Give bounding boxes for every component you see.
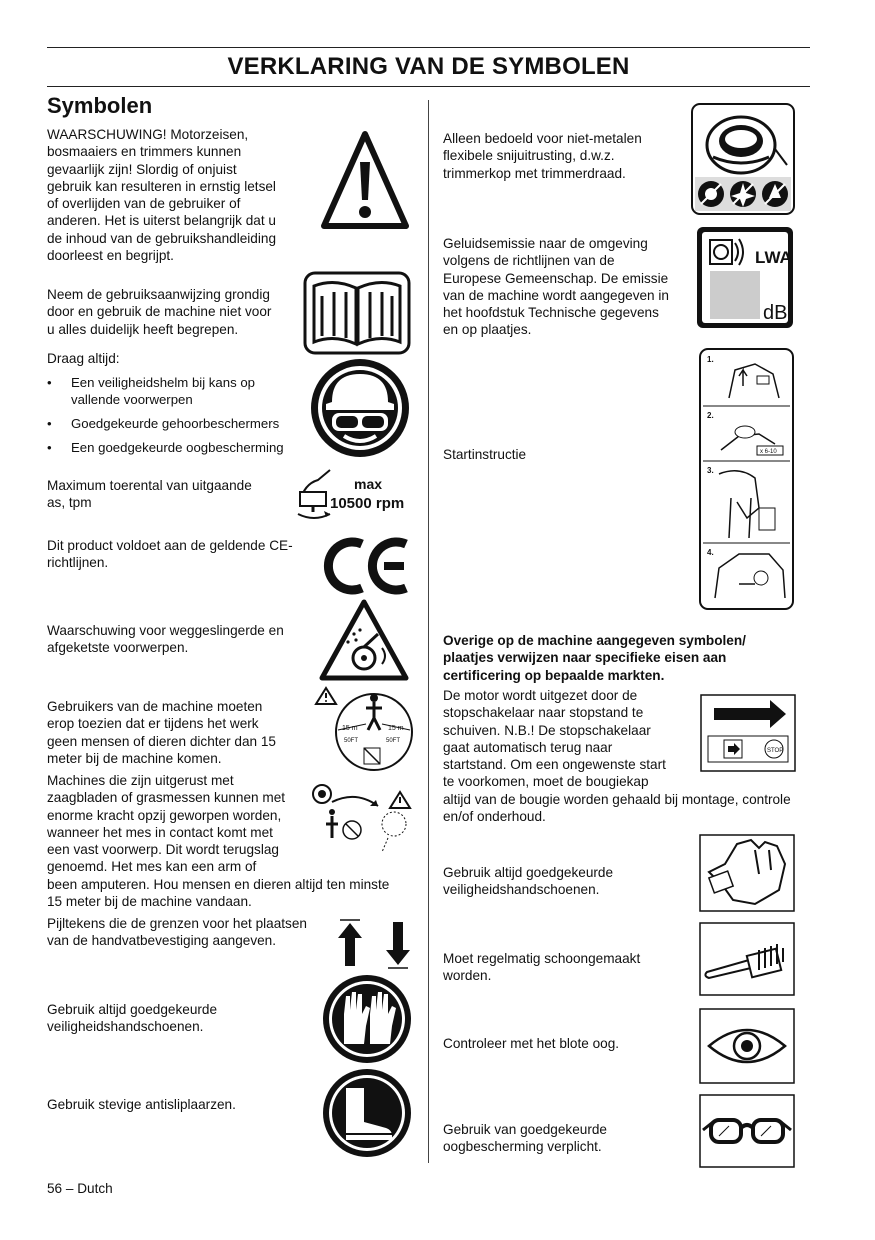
top-rule	[47, 47, 810, 48]
svg-text:4.: 4.	[707, 548, 714, 557]
column-divider	[428, 100, 429, 1163]
max-label: max	[354, 476, 383, 492]
svg-text:15 m: 15 m	[388, 725, 404, 732]
safety-distance-icon	[314, 686, 414, 772]
manual-text: Neem de gebruiksaanwijzing grondig door en gebruik de machine niet voor u alles duidelijk heeft begrepen.	[47, 287, 272, 337]
start-instructions-icon	[699, 348, 794, 610]
inspect-text: Controleer met het blote oog.	[443, 1036, 620, 1051]
svg-text:2.: 2.	[707, 411, 714, 420]
db-label: dB	[763, 302, 788, 324]
ce-text: Dit product voldoet aan de geldende CE- richtlijnen.	[47, 538, 293, 571]
manual-book-icon	[304, 272, 410, 354]
svg-text:1.: 1.	[707, 355, 714, 364]
list-item: • Goedgekeurde gehoorbeschermers	[47, 416, 280, 431]
rpm-label: 10500 rpm	[330, 495, 405, 512]
boots-text: Gebruik stevige antisliplaarzen.	[47, 1097, 236, 1112]
svg-text:3.: 3.	[707, 466, 714, 475]
other-symbols-heading: Overige op de machine aangegeven symbolen/ plaatjes verwijzen naar specifieke eisen aan certificering op bepaalde markten.	[443, 633, 746, 683]
nonmetal-text: Alleen bedoeld voor niet-metalen flexibele snijuitrusting, d.w.z. trimmerkop met trimmerdraad.	[443, 131, 642, 181]
handle-limit-arrows-icon	[336, 918, 412, 970]
thrown-objects-warning-icon	[318, 598, 410, 682]
distance-text: Gebruikers van de machine moeten erop toezien dat er tijdens het werk geen mensen of dieren dichter dan 15 meter bij de machine komen.	[47, 699, 276, 766]
safety-glove-icon	[699, 834, 795, 912]
cleaning-brush-icon	[699, 922, 795, 996]
svg-text:x 6-10: x 6-10	[760, 449, 777, 455]
noise-level-icon	[697, 227, 793, 328]
list-item: • Een veiligheidshelm bij kans op vallende voorwerpen	[47, 375, 256, 407]
visual-inspection-eye-icon	[699, 1008, 795, 1084]
warning-text: WAARSCHUWING! Motorzeisen, bosmaaiers en trimmers kunnen gevaarlijk zijn! Slordig of onjuist gebruik kan resulteren in ernstig letsel of overlijden van de gebruiker of anderen. Het is uiterst belangrijk dat u de inhoud van de gebruikshandleiding doorleest en begrijpt.	[47, 127, 277, 264]
safety-goggles-icon	[699, 1094, 795, 1168]
page-footer: 56 – Dutch	[47, 1181, 113, 1196]
noise-text: Geluidsemissie naar de omgeving volgens de richtlijnen van de Europese Gemeenschap. De emissie van de machine wordt aangegeven in het hoofdstuk Technische gegevens en op plaatjes.	[443, 236, 669, 338]
handle-arrows-text: Pijltekens die de grenzen voor het plaatsen van de handvatbevestiging aangeven.	[47, 916, 307, 949]
list-item: • Een goedgekeurde oogbescherming	[47, 440, 284, 455]
stop-label: STOP	[767, 748, 784, 754]
max-speed-text: Maximum toerental van uitgaande as, tpm	[47, 478, 252, 511]
stop-switch-icon	[700, 694, 796, 772]
thrown-objects-text: Waarschuwing voor weggeslingerde en afgeketste voorwerpen.	[47, 623, 284, 656]
safety-boots-icon	[322, 1068, 412, 1158]
max-speed-icon	[296, 466, 416, 524]
gloves-right-text: Gebruik altijd goedgekeurde veiligheidshandschoenen.	[443, 865, 614, 898]
svg-text:50FT: 50FT	[386, 738, 401, 744]
clean-text: Moet regelmatig schoongemaakt worden.	[443, 951, 641, 984]
svg-text:15 m: 15 m	[342, 725, 358, 732]
blade-thrust-icon	[310, 780, 414, 856]
safety-gloves-icon	[322, 974, 412, 1064]
page-title: VERKLARING VAN DE SYMBOLEN	[227, 53, 630, 80]
kickback-text: Machines die zijn uitgerust met zaagbladen of grasmessen kunnen met enorme kracht opzij geworpen worden, wanneer het mes in contact komt met een vast voorwerp. Dit wordt terugslag genoemd. Het mes kan een arm of been amputeren. Hou mensen en dieren altijd ten minste 15 meter bij de machine vandaan.	[47, 773, 390, 910]
helmet-protection-icon	[310, 358, 410, 458]
wear-intro: Draag altijd:	[47, 351, 120, 366]
goggles-text: Gebruik van goedgekeurde oogbescherming verplicht.	[443, 1122, 607, 1155]
gloves-text: Gebruik altijd goedgekeurde veiligheidshandschoenen.	[47, 1002, 218, 1035]
ce-mark-icon	[322, 538, 412, 594]
title-rule	[47, 86, 810, 87]
trimmer-head-only-icon	[691, 103, 795, 215]
start-instructions-text: Startinstructie	[443, 447, 527, 462]
stop-switch-text: De motor wordt uitgezet door de stopschakelaar naar stopstand te schuiven. N.B.! De stopschakelaar gaat automatisch terug naar startstand. Om een ongewenste start te voorkomen, moet de bougiekap altijd van de bougie worden gehaald bij montage, controle en/of onderhoud.	[443, 688, 791, 825]
lwa-label: LWA	[755, 248, 792, 267]
svg-text:50FT: 50FT	[344, 738, 359, 744]
section-heading: Symbolen	[47, 93, 153, 118]
warning-triangle-icon	[320, 130, 410, 230]
